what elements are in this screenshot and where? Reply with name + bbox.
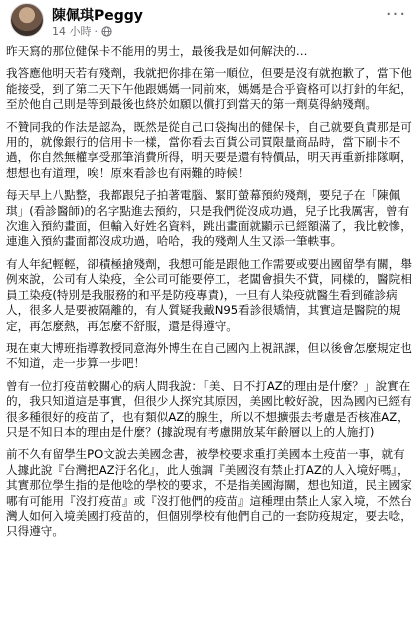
post-paragraph: 前不久有留學生PO文說去美國念書，被學校要求重打美國本土疫苗一事，就有人據此說『台灣把AZ汙名化』，此人強調『美國沒有禁止打AZ的人入境好嗎』， 其實那位學生指的是他唸的學校的要求，不是指美國海關，想也知道，民主國家哪有可能用『沒打疫苗』或『沒打他們的疫苗』這種理由禁止人家入境，不然台灣人如何入境美國打疫苗的，但個別學校有他們自己的一套防疫規定，要去唸，只得遵守。	[6, 447, 412, 539]
more-options-icon[interactable]: ···	[385, 4, 407, 25]
post-paragraph: 曾有一位打疫苗較關心的病人問我說：「美、日不打AZ的理由是什麼？」說實在的，我只知道這是事實，但很少人探究其原因，美國比較好說，因為國內已經有很多種很好的疫苗了，也有類似AZ的腺生，所以不想擴張去考慮是否核准AZ，只是不知日本的理由是什麼？(據說現有考慮開放某年齡層以上的人施打)	[6, 378, 412, 439]
post-paragraph: 我答應他明天若有殘劑，我就把你排在第一順位，但要是沒有就抱歉了，當下他能接受，到了第二天下午他跟媽媽一同前來，媽媽是合乎資格可以打針的年紀，至於他自己則是等到最後也終於如願以償打到當天的第一劑莫得納殘劑。	[6, 66, 412, 112]
post-paragraph: 現在東大博班指導教授同意海外博生在自己國內上視訊課，但以後會怎麼規定也不知道，走一步算一步吧！	[6, 340, 412, 371]
author-name[interactable]: 陳佩琪Peggy	[52, 8, 143, 24]
post-time[interactable]: 14 小時	[52, 25, 92, 38]
post-header	[0, 0, 418, 40]
post-paragraph: 昨天寫的那位健保卡不能用的男士，最後我是如何解決的…	[6, 44, 308, 58]
post-paragraph: 每天早上八點整，我都跟兒子拍著電腦、緊盯螢幕預約殘劑，要兒子在「陳佩琪」(看診醫師)的名字點進去預約，只是我們從沒成功過，兒子比我厲害，曾有次進入預約畫面，但輸入好姓名資料，跳出畫面就顯示已經額滿了，我比較慘，連進入預約畫面都沒成功過，哈哈，我的殘劑人生又添一筆軼事。	[6, 188, 412, 249]
post-paragraph: 不贊同我的作法是認為，既然是從自己口袋掏出的健保卡，自己就要負責那是可用的，就像銀行的信用卡一樣，當你看去百貨公司買限量商品時，當下刷卡不過，你自然無權享受那筆消費所得，明天要是還有特價品，明天再重新排隊啊，想想也有道理，唉！原來看診也有兩難的時候！	[6, 119, 412, 180]
post-body	[6, 44, 412, 636]
post-meta	[52, 23, 112, 39]
avatar[interactable]	[10, 3, 44, 37]
post-paragraph: 有人年紀輕輕，卻積極搶殘劑，我想可能是跟他工作需要或要出國留學有關，舉例來說，公司有人染疫，全公司可能要停工，老闆會損失不貲，同樣的，醫院相員工染疫(特別是我服務的和平是防疫專責)，一旦有人染疫就醫生看到確診病人，很多人是要被隔離的，有人質疑我戴N95看診很矯情，其實這是醫院的規定，再怎麼熱，再怎麼不舒服，還是得遵守。	[6, 256, 412, 333]
separator: ·	[94, 24, 98, 38]
globe-icon	[101, 26, 112, 37]
